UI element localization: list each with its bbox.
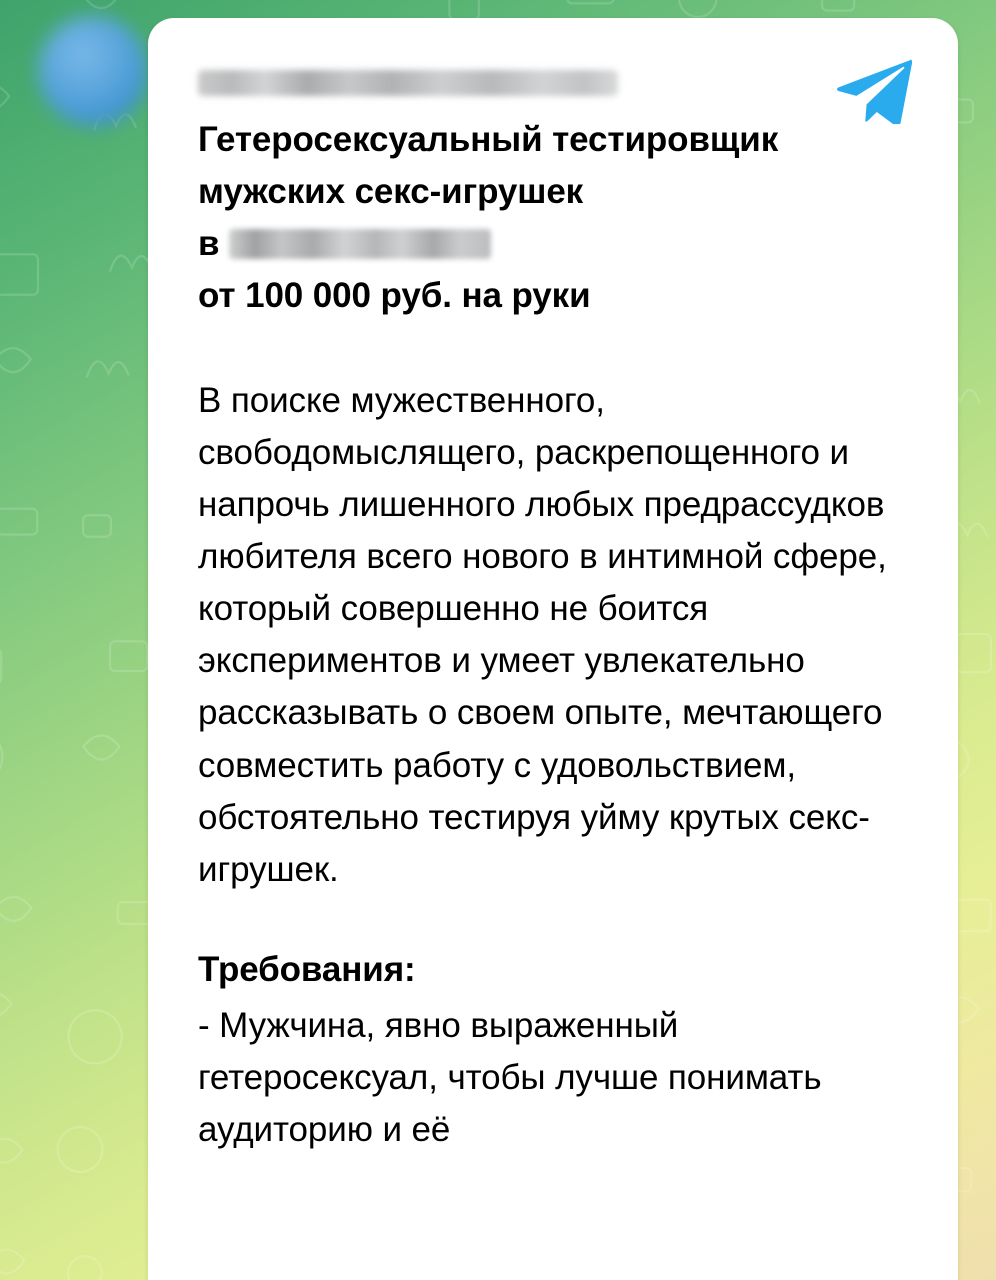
author-name-redacted <box>198 70 618 96</box>
message-bubble[interactable] <box>148 18 958 1280</box>
message-body: В поиске мужественного, свободомыслящего, раскрепощенного и напрочь лишенного любых предрассудков любителя всего нового в интимной сфере, который совершенно не боится экспериментов и умеет увлекательно рассказывать о своем опыте, мечтающего совместить работу с удовольствием, обстоятельно тестируя уйму крутых секс-игрушек. <box>198 380 887 889</box>
location-redacted <box>229 229 491 259</box>
telegram-paper-plane-icon <box>836 58 912 124</box>
message-title-line-2: мужских секс-игрушек <box>198 172 584 212</box>
message-title-line-1: Гетеросексуальный тестировщик <box>198 120 779 159</box>
requirements-text: - Мужчина, явно выраженный гетеросексуал, чтобы лучше понимать аудиторию и её <box>198 1006 822 1150</box>
message-title <box>198 114 914 323</box>
message-salary: от 100 000 руб. на руки <box>198 276 591 316</box>
message-location-line <box>198 218 914 270</box>
requirements-heading: Требования: <box>198 949 416 989</box>
location-prefix: в <box>198 224 220 264</box>
avatar[interactable] <box>38 16 148 126</box>
